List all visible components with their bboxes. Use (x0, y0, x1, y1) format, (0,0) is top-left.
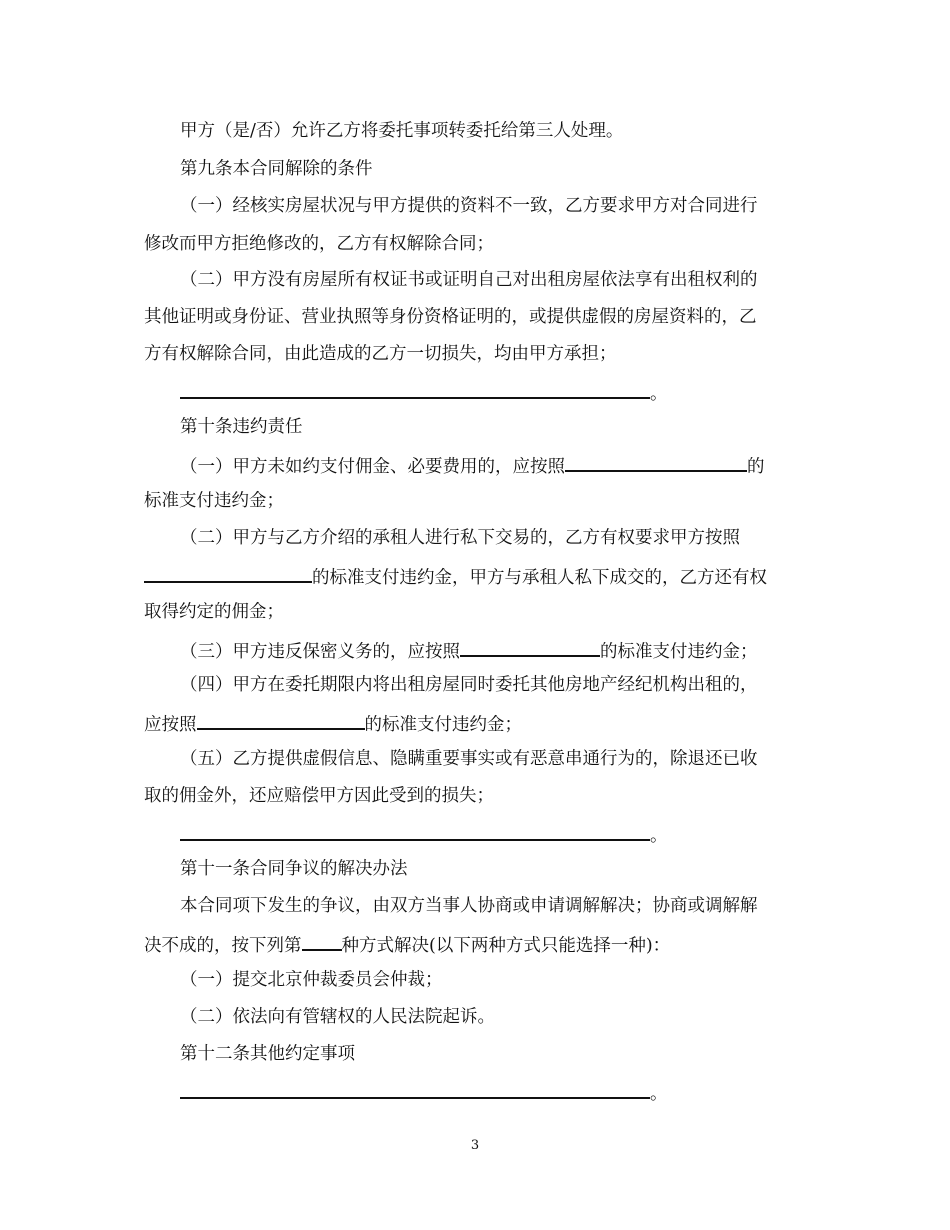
paragraph-line: 本合同项下发生的争议，由双方当事人协商或申请调解解决；协商或调解解 (180, 896, 758, 916)
section-heading-11: 第十一条合同争议的解决办法 (180, 859, 408, 879)
paragraph-line: 取的佣金外，还应赔偿甲方因此受到的损失； (144, 786, 494, 806)
fill-in-line: 。 (180, 821, 668, 848)
paragraph-line: （一）经核实房屋状况与甲方提供的资料不一致，乙方要求甲方对合同进行 (180, 196, 758, 216)
page-number: 3 (470, 1138, 480, 1153)
blank-field[interactable] (180, 1079, 650, 1099)
paragraph-line: （一）甲方未如约支付佣金、必要费用的，应按照 的 (180, 452, 765, 479)
blank-field[interactable] (565, 452, 747, 472)
paragraph-line: 取得约定的佣金； (144, 602, 284, 622)
paragraph-line: （三）甲方违反保密义务的，应按照 的标准支付违约金； (180, 637, 758, 664)
blank-field[interactable] (460, 637, 600, 657)
blank-field[interactable] (197, 710, 365, 730)
paragraph-line: （二）甲方没有房屋所有权证书或证明自己对出租房屋依法享有出租权利的 (180, 270, 758, 290)
section-heading-12: 第十二条其他约定事项 (180, 1044, 355, 1064)
paragraph-line: 的标准支付违约金，甲方与承租人私下成交的，乙方还有权 (144, 563, 767, 590)
fill-in-line: 。 (180, 379, 668, 406)
blank-field[interactable] (302, 931, 342, 951)
fill-in-line: 。 (180, 1079, 668, 1106)
paragraph-line: 修改而甲方拒绝修改的，乙方有权解除合同； (144, 234, 494, 254)
paragraph-line: 甲方（是/否）允许乙方将委托事项转委托给第三人处理。 (180, 121, 624, 141)
paragraph-line: 方有权解除合同，由此造成的乙方一切损失，均由甲方承担； (144, 344, 617, 364)
section-heading-10: 第十条违约责任 (180, 417, 303, 437)
paragraph-line: （二）甲方与乙方介绍的承租人进行私下交易的，乙方有权要求甲方按照 (180, 528, 740, 548)
blank-field[interactable] (180, 379, 650, 399)
list-item: （二）依法向有管辖权的人民法院起诉。 (180, 1007, 495, 1027)
paragraph-line: （四）甲方在委托期限内将出租房屋同时委托其他房地产经纪机构出租的， (180, 675, 758, 695)
section-heading-9: 第九条本合同解除的条件 (180, 159, 373, 179)
list-item: （一）提交北京仲裁委员会仲裁； (180, 970, 443, 990)
paragraph-line: 决不成的，按下列第 种方式解决(以下两种方式只能选择一种)： (144, 931, 670, 958)
paragraph-line: 其他证明或身份证、营业执照等身份资格证明的，或提供虚假的房屋资料的，乙 (144, 307, 757, 327)
blank-field[interactable] (144, 563, 312, 583)
paragraph-line: 标准支付违约金； (144, 491, 284, 511)
paragraph-line: 应按照 的标准支付违约金； (144, 710, 522, 737)
paragraph-line: （五）乙方提供虚假信息、隐瞒重要事实或有恶意串通行为的，除退还已收 (180, 749, 758, 769)
blank-field[interactable] (180, 821, 650, 841)
